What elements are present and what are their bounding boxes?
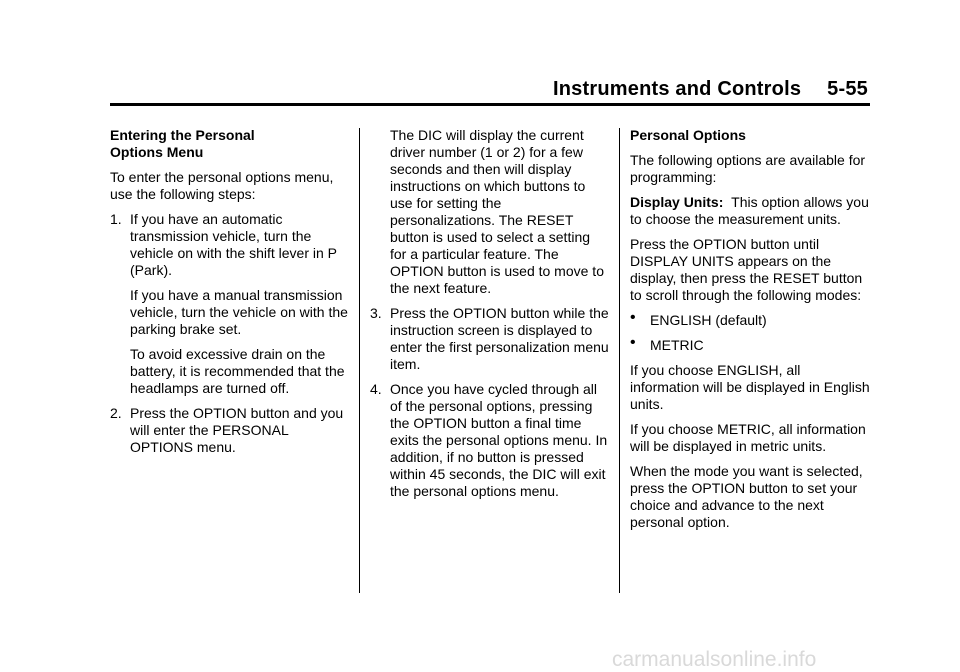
step-number: 3. <box>370 305 382 321</box>
column-divider-1 <box>359 128 360 593</box>
step-text: Once you have cycled through all of the personal options, pressing the OPTION button a final time exits the personal options menu. In addition, if no button is pressed within 45 seconds, the DIC will exit the personal options menu. <box>390 381 608 499</box>
step-text: If you have an automatic transmission vehicle, turn the vehicle on with the shift lever in P (Park). <box>130 211 337 278</box>
final-paragraph: When the mode you want is selected, press the OPTION button to set your choice and advance to the next personal option. <box>630 463 863 530</box>
section-heading <box>110 127 352 161</box>
heading-line-1: Entering the Personal <box>110 127 255 143</box>
personal-options-heading: Personal Options <box>630 127 746 143</box>
header-rule <box>110 103 870 106</box>
display-units-label: Display Units: <box>630 194 724 210</box>
display-units-paragraph <box>630 194 870 228</box>
column-2 <box>370 127 610 500</box>
intro-paragraph: To enter the personal options menu, use the following steps: <box>110 169 334 202</box>
column-divider-2 <box>619 128 620 593</box>
page-header <box>553 78 868 101</box>
step-1 <box>110 211 352 397</box>
step-text: Press the OPTION button while the instruction screen is displayed to enter the first personalization menu item. <box>390 305 609 372</box>
english-paragraph: If you choose ENGLISH, all information will be displayed in English units. <box>630 362 870 412</box>
step-number: 2. <box>110 405 122 421</box>
step-battery-note: To avoid excessive drain on the battery, it is recommended that the headlamps are turned off. <box>130 346 345 396</box>
section-title: Instruments and Controls <box>553 78 802 100</box>
step-manual-note: If you have a manual transmission vehicle, turn the vehicle on with the parking brake set. <box>130 287 348 337</box>
display-units-text: This option allows you to choose the measurement units. <box>630 194 869 227</box>
mode-label: ENGLISH (default) <box>650 312 767 328</box>
press-option-paragraph: Press the OPTION button until DISPLAY UNITS appears on the display, then press the RESET button to scroll through the following modes: <box>630 236 863 303</box>
column-3 <box>630 127 870 531</box>
step-text: Press the OPTION button and you will enter the PERSONAL OPTIONS menu. <box>130 405 344 455</box>
bullet-icon: • <box>630 334 636 351</box>
step-4 <box>370 381 610 500</box>
options-intro: The following options are available for programming: <box>630 152 866 185</box>
column-1 <box>110 127 352 456</box>
page-number: 5-55 <box>827 78 868 100</box>
mode-item-english <box>630 309 870 329</box>
step-3 <box>370 305 610 373</box>
mode-item-metric <box>630 334 870 354</box>
mode-label: METRIC <box>650 337 704 353</box>
watermark[interactable]: carmanualsonline.info <box>612 648 817 671</box>
step-number: 1. <box>110 211 122 227</box>
heading-line-2: Options Menu <box>110 144 204 160</box>
step-2-continued: The DIC will display the current driver number (1 or 2) for a few seconds and then will display instructions on which buttons to use for setting the personalizations. The RESET button is used to select a setting for a particular feature. The OPTION button is used to move to the next feature. <box>390 127 604 296</box>
step-number: 4. <box>370 381 382 397</box>
bullet-icon: • <box>630 309 636 326</box>
metric-paragraph: If you choose METRIC, all information will be displayed in metric units. <box>630 421 866 454</box>
step-2 <box>110 405 352 456</box>
